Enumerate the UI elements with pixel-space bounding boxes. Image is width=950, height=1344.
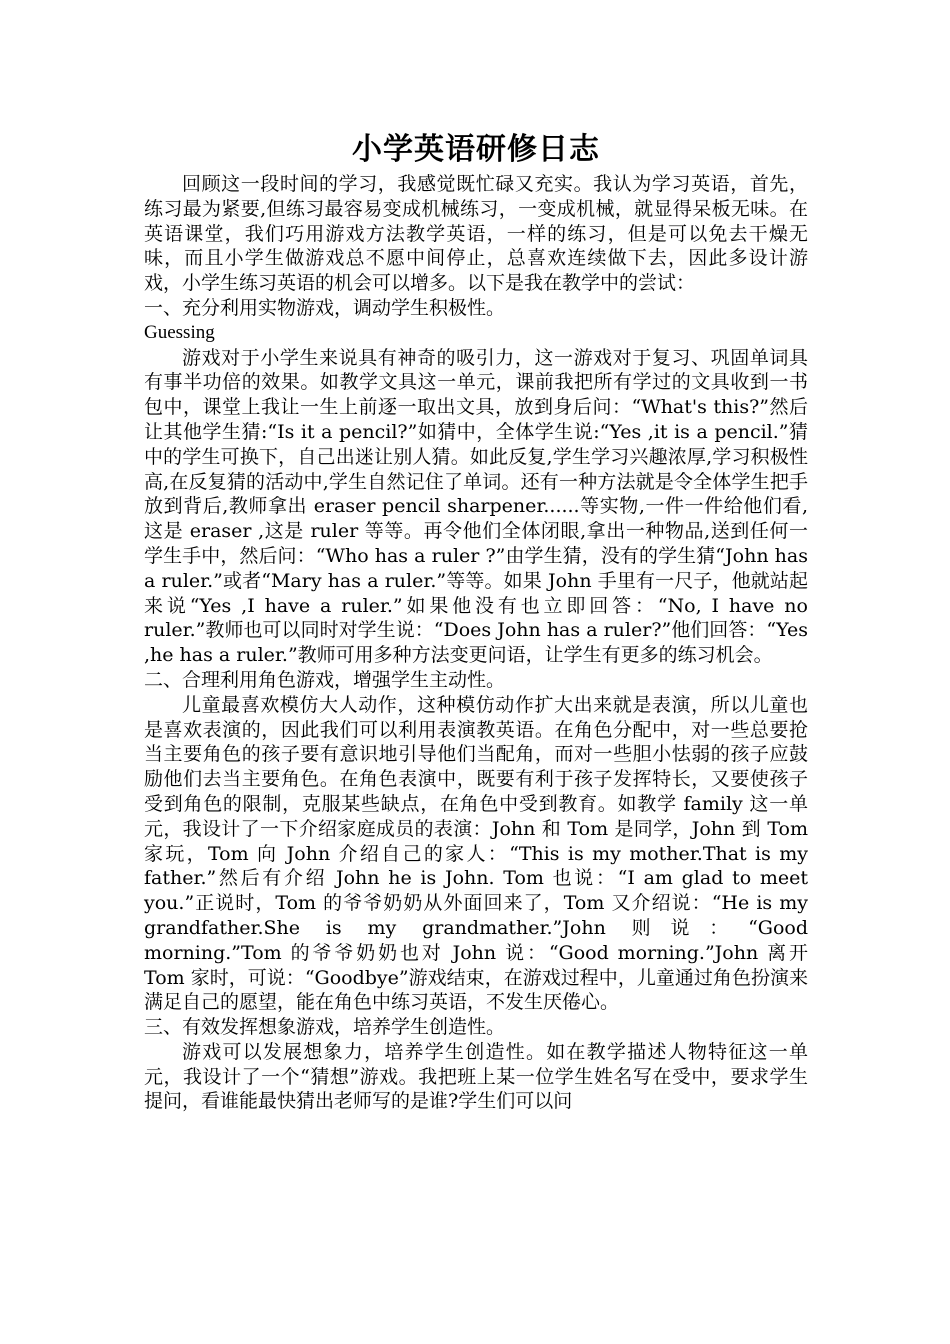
section-1-paragraph: 游戏对于小学生来说具有神奇的吸引力，这一游戏对于复习、巩固单词具有事半功倍的效果。如教学文具这一单元，课前我把所有学过的文具收到一书包中，课堂上我让一生上前逐一取出文具，放到身后问：“What's this?”然后让其他学生猜:“Is it a pencil?”如猜中，全体学生说:“Yes ,it is a pencil.”猜中的学生可换下，自己出迷让别人猜。如此反复,学生学习兴趣浓厚,学习积极性高,在反复猜的活动中,学生自然记住了单词。还有一种方法就是令全体学生把手放到背后,教师拿出 eraser pencil sharpener......等实物,一件一件给他们看,这是 eraser ,这是 ruler 等等。再令他们全体闭眼,拿出一种物品,送到任何一学生手中，然后问：“Who has a ruler ?”由学生猜，没有的学生猜“John has a ruler.”或者“Mary has a ruler.”等等。如果 John 手里有一尺子，他就站起来说“Yes ,I have a ruler.”如果他没有也立即回答：“No, I have no ruler.”教师也可以同时对学生说：“Does John has a ruler?”他们回答：“Yes ,he has a ruler.”教师可用多种方法变更问语，让学生有更多的练习机会。 bbox=[144, 346, 808, 667]
section-heading-2: 二、合理利用角色游戏，增强学生主动性。 bbox=[144, 668, 506, 691]
subheading-guessing: Guessing bbox=[144, 321, 215, 343]
section-2-paragraph: 儿童最喜欢模仿大人动作，这种模仿动作扩大出来就是表演，所以儿童也是喜欢表演的，因此我们可以利用表演教英语。在角色分配中，对一些总要抢当主要角色的孩子要有意识地引导他们当配角，而对一些胆小怯弱的孩子应鼓励他们去当主要角色。在角色表演中，既要有利于孩子发挥特长，又要使孩子受到角色的限制，克服某些缺点，在角色中受到教育。如教学 family 这一单元，我设计了一下介绍家庭成员的表演：John 和 Tom 是同学，John 到 Tom 家玩，Tom 向 John 介绍自己的家人：“This is my mother.That is my father.”然后有介绍 John he is John. Tom 也说：“I am glad to meet you.”正说时，Tom 的爷爷奶奶从外面回来了，Tom 又介绍说：“He is my grandfather.She is my grandmather.”John 则说：“Good morning.”Tom 的爷爷奶奶也对 John 说：“Good morning.”John 离开 Tom 家时，可说：“Goodbye”游戏结束，在游戏过程中，儿童通过角色扮演来满足自己的愿望，能在角色中练习英语，不发生厌倦心。 bbox=[144, 693, 808, 1014]
section-3-paragraph: 游戏可以发展想象力，培养学生创造性。如在教学描述人物特征这一单元，我设计了一个“猜想”游戏。我把班上某一位学生姓名写在受中，要求学生提问，看谁能最快猜出老师写的是谁?学生们可以问 bbox=[144, 1040, 808, 1113]
document-title: 小学英语研修日志 bbox=[352, 132, 600, 167]
section-heading-1: 一、充分利用实物游戏，调动学生积极性。 bbox=[144, 296, 506, 319]
section-heading-3: 三、有效发挥想象游戏，培养学生创造性。 bbox=[144, 1016, 506, 1039]
intro-paragraph: 回顾这一段时间的学习，我感觉既忙碌又充实。我认为学习英语，首先，练习最为紧要,但练习最容易变成机械练习，一变成机械，就显得呆板无味。在英语课堂，我们巧用游戏方法教学英语，一样的练习，但是可以免去干燥无味，而且小学生做游戏总不愿中间停止，总喜欢连续做下去，因此多设计游戏，小学生练习英语的机会可以增多。以下是我在教学中的尝试： bbox=[144, 173, 808, 295]
document-page bbox=[144, 128, 808, 1114]
